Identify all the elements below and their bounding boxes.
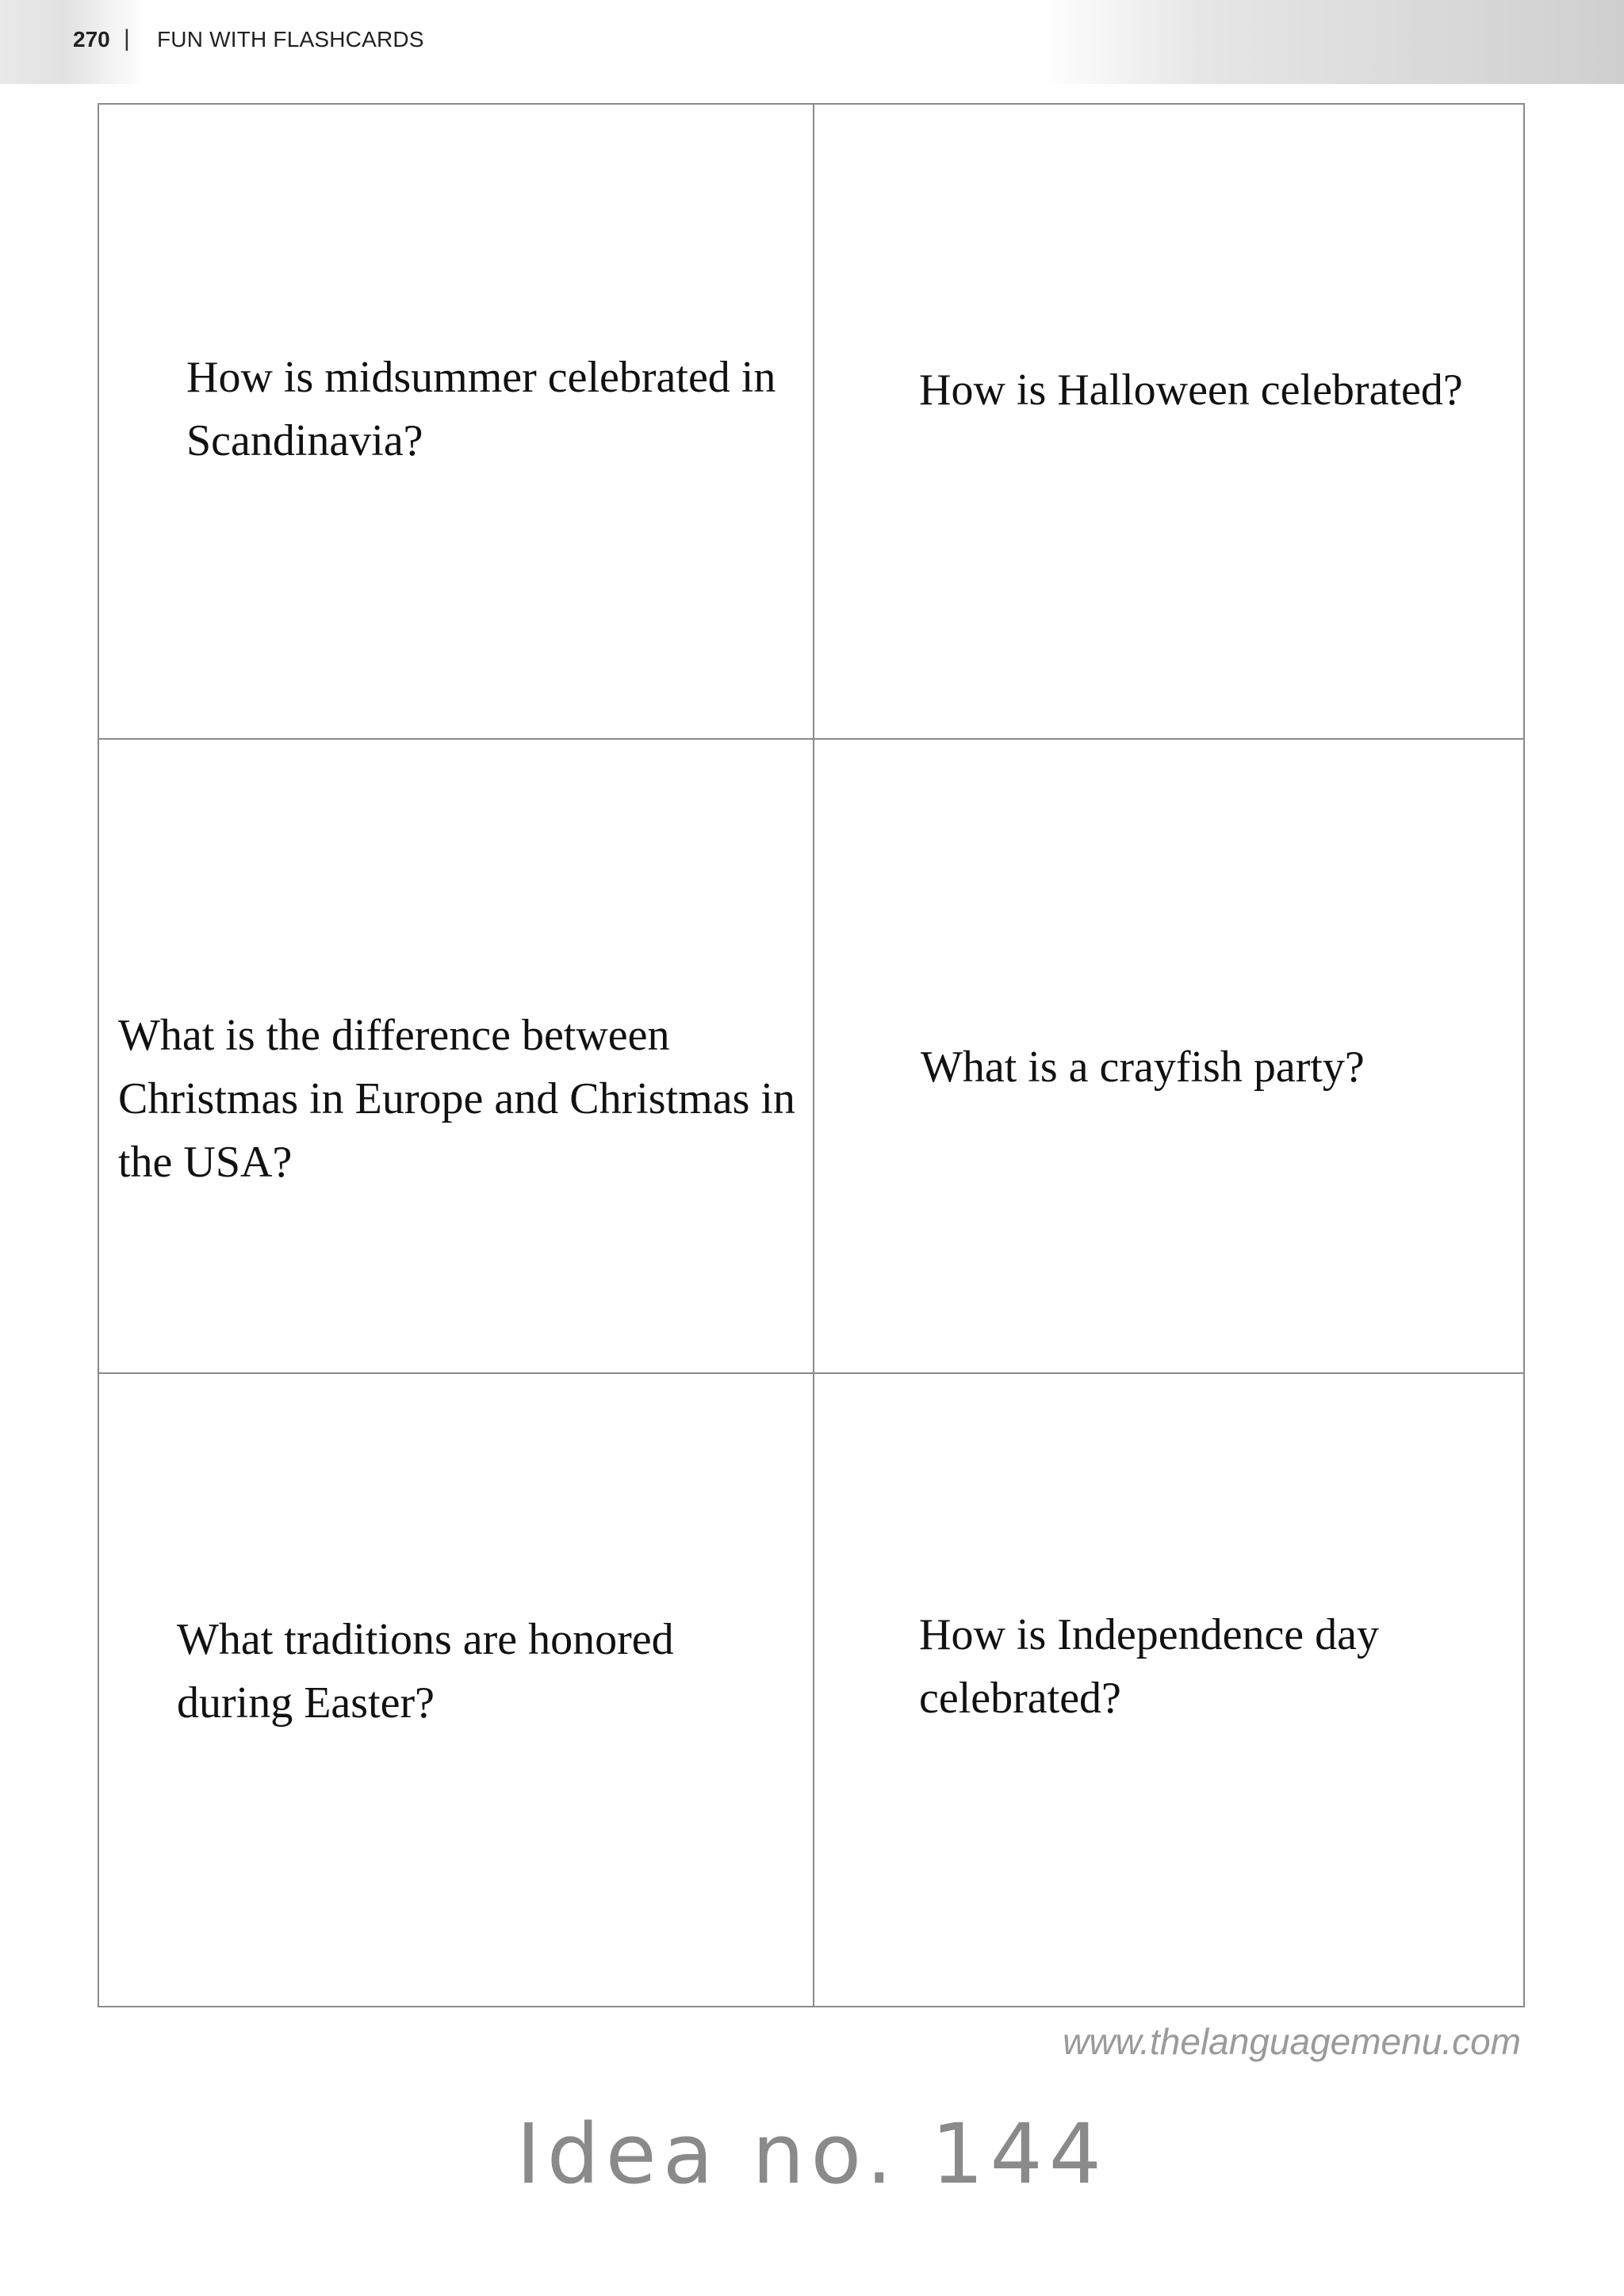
- page-number: 270: [73, 27, 110, 52]
- running-title: FUN WITH FLASHCARDS: [157, 27, 424, 52]
- flashcard-question: What traditions are honored during Easter?: [177, 1615, 674, 1728]
- website-url: www.thelanguagemenu.com: [1063, 2021, 1521, 2062]
- flashcard-question: How is Halloween celebrated?: [919, 365, 1463, 415]
- header-separator: |: [124, 25, 130, 52]
- flashcard-question: How is Independence day celebrated?: [919, 1610, 1380, 1723]
- flashcard: [813, 739, 1526, 1373]
- flashcard-question: How is midsummer celebrated in Scandinavia?: [186, 353, 776, 465]
- flashcard: [99, 105, 813, 739]
- page-header: [0, 0, 1624, 84]
- flashcard: [99, 1373, 813, 2007]
- idea-number-title: Idea no. 144: [516, 2106, 1108, 2202]
- flashcard: [813, 1373, 1526, 2007]
- flashcard-grid: [98, 103, 1525, 2007]
- flashcard-question: What is the difference between Christmas in Europe and Christmas in the USA?: [118, 1011, 795, 1187]
- flashcard: [813, 105, 1526, 739]
- flashcard-question: What is a crayfish party?: [921, 1043, 1365, 1092]
- flashcard: [99, 739, 813, 1373]
